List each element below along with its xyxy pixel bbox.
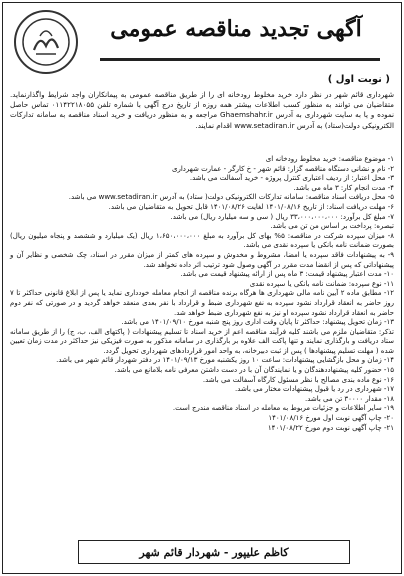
term-item: ۶- مهلت دریافت اسناد: از تاریخ ۱۴۰۱/۰۸/۱۶ لغایت ۱۴۰۱/۰۸/۲۶ قابل تحویل به متقاضیان می باشد.: [108, 202, 394, 211]
logo-graphic: [20, 16, 72, 68]
term-note: تذکر: متقاضیان ملزم می باشند کلیه فرآیند مناقصه اعم از خرید اسناد تا تسلیم پیشنهادات ( پاکتهای الف، ب، ج) را از طریق سامانه ستاد دریافت و بارگذاری نمایند و تنها پاکت الف علاوه بر بارگذاری در سامانه مذکور به صورت فیزیکی نیز حداکثر در مدت زمان تعیین شده ( مهلت تسلیم پیشنهادها ) پس از ثبت دبیرخانه، به واحد امور قراردادهای شهرداری تحویل گردد.: [10, 327, 394, 355]
term-item: ۱۳- زمان تحویل پیشنهاد: حداکثر تا پایان وقت اداری روز پنج شنبه مورخ ۱۴۰۱/۰۹/۱۰ می باشد.: [121, 318, 394, 327]
term-note: تبصره: پرداخت بر اساس من تن می باشد.: [270, 222, 394, 231]
term-item: ۲۰- چاپ آگهی نوبت اول مورخ ۱۴۰۱/۰۸/۱۶: [268, 414, 394, 423]
term-item: ۱۵- حضور کلیه پیشنهاددهندگان و یا نمایندگان آن با در دست داشتن معرفی نامه بلامانع می باشد.: [114, 366, 394, 375]
title-underline: [100, 58, 380, 61]
page-title: آگهی تجدید مناقصه عمومی: [110, 16, 362, 42]
term-item: ۱۴- زمان و محل بازگشایی پیشنهادات: ساعت ۱۰ روز یکشنبه مورخ ۱۴۰۱/۰۹/۱۳ در دفتر شهردار قائم شهر می باشد.: [56, 356, 394, 365]
term-item: ۱۶- نوع ماده بندی مصالح با نظر مسئول کارگاه آسفالت می باشد.: [202, 375, 394, 384]
term-item: ۲- نام و نشانی دستگاه مناقصه گزار: قائم شهر - خ کارگر - عمارت شهرداری: [171, 164, 394, 173]
footer: [8, 538, 396, 570]
term-item: ۱۷- شهرداری در رد یا قبول پیشنهادات مختار می باشد.: [235, 385, 394, 394]
term-item: ۹- به پیشنهادات فاقد سپرده یا امضا، مشروط و مخدوش و سپرده های کمتر از میزان مقرر در اسناد، چک شخصی و نظایر آن و پیشنهاداتی که پس از انقضا مدت مقرر در آگهی وصول شود ترتیب اثر داده نخواهد شد.: [10, 250, 394, 269]
term-item: ۳- محل اعتبار: از ردیف اعتباری کنترل پروژه - خرید آسفالت می باشد.: [189, 174, 394, 183]
city-logo-icon: [14, 10, 78, 74]
term-item: ۷- مبلغ کل برآورد: ۳۳،۰۰۰،۰۰۰،۰۰۰ ریال ( سی و سه میلیارد ریال) می باشد.: [170, 212, 394, 221]
term-item: ۱- موضوع مناقصه: خرید مخلوط رودخانه ای: [265, 155, 394, 163]
term-item: ۱۰- مدت اعتبار پیشنهاد قیمت: ۳ ماه پس از ارائه پیشنهاد قیمت می باشد.: [180, 270, 394, 279]
term-item: ۴- مدت انجام کار: ۳ ماه می باشد.: [293, 183, 394, 192]
round-label: ( نوبت اول ): [327, 74, 390, 85]
term-item: ۲۱- چاپ آگهی نوبت دوم مورخ ۱۴۰۱/۰۸/۲۲: [267, 423, 394, 432]
term-item: ۸- میزان سپرده شرکت در مناقصه: ۵% بهای کل برآورد به مبلغ ۱،۶۵۰،۰۰۰،۰۰۰ ریال (یک میلیارد و ششصد و پنجاه میلیون ریال) بصورت ضمانت نامه بانکی یا سپرده نقدی می باشد.: [10, 231, 394, 250]
signature-box: کاظم علیپور - شهردار قائم شهر: [78, 540, 350, 564]
header: [8, 8, 396, 72]
term-item: ۵- محل دریافت اسناد مناقصه: سامانه تدارکات الکترونیکی دولت( ستاد) به آدرس www.setadiran.ir می باشد.: [68, 193, 394, 202]
term-item: ۱۸- مقدار ۳۰۰۰۰ تن می باشد.: [304, 394, 394, 403]
term-item: ۱۲- مطابق ماده ۲ آیین نامه مالی شهرداری ها هرگاه برنده مناقصه از انجام معامله خودداری نماید یا پس از ابلاغ قانونی حداکثر تا ۷ روز حاضر به انعقاد قرارداد نشود سپرده به نفع شهرداری ضبط و قرارداد با نفر بعدی منعقد خواهد گردید و در صورتی که نفر دوم حاضر به انعقاد قرارداد نشود سپرده او نیز به نفع شهرداری ضبط خواهد شد.: [10, 289, 394, 317]
terms-list: [10, 155, 394, 433]
term-item: ۱۹- سایر اطلاعات و جزئیات مربوط به معامله در اسناد مناقصه مندرج است.: [172, 404, 394, 413]
intro-paragraph: شهرداری قائم شهر در نظر دارد خرید مخلوط رودخانه ای را از طریق مناقصه عمومی به پیمانکاران واجد شرایط واگذارنماید. متقاضیان می توانند به منظور کسب اطلاعات بیشتر همه روزه از تاریخ درج آگهی با شماره تلفن ۰۱۱۴۲۲۱۸۰۵۵ تماس حاصل نموده و یا به سایت شهرداری به آدرس Ghaemshahr.ir مراجعه و به منظور دریافت و خرید اسناد مناقصه به سامانه تدارکات الکترونیکی دولت(ستاد) به آدرس www.setadiran.ir اقدام نمایند.: [10, 90, 395, 130]
term-item: ۱۱- نوع سپرده: ضمانت نامه بانکی یا سپرده نقدی: [249, 279, 394, 288]
